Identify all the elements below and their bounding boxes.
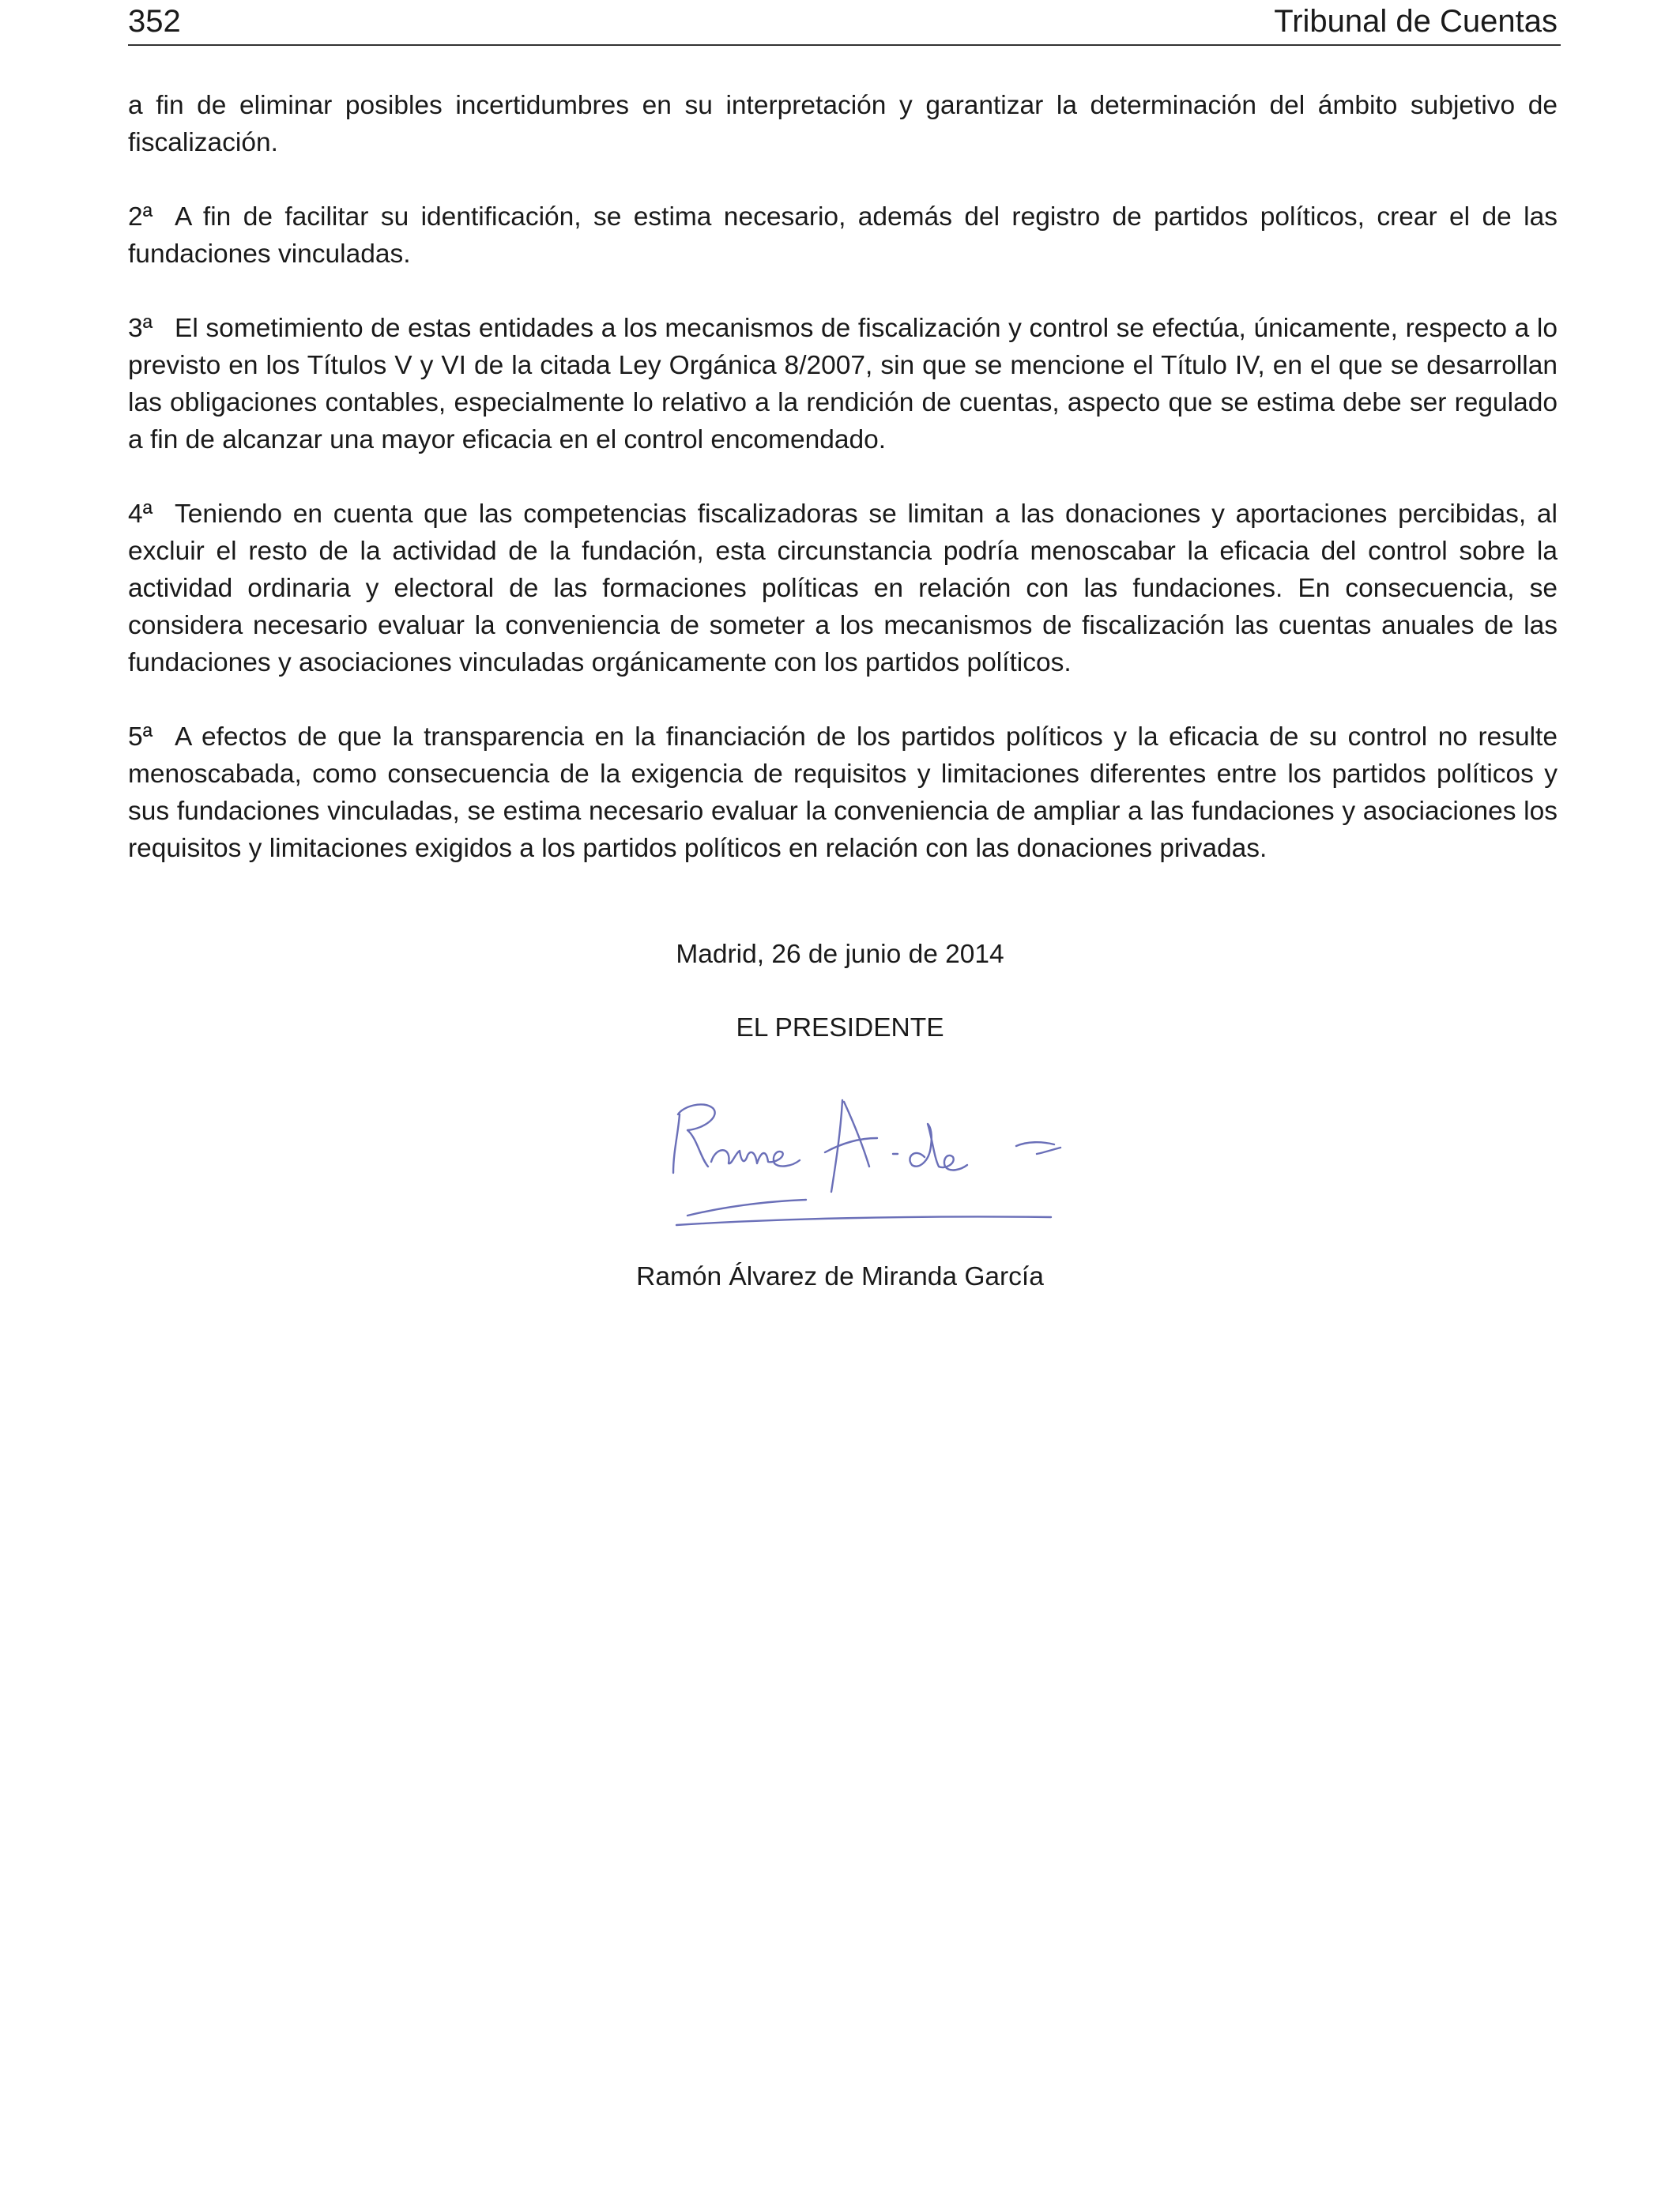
paragraph-item-3 bbox=[128, 310, 1558, 458]
paragraph-continuation bbox=[128, 87, 1558, 161]
paragraph-number: 4ª bbox=[128, 499, 153, 529]
paragraph-text: a fin de eliminar posibles incertidumbres en su interpretación y garantizar la determinación del ámbito subjetivo de fiscalización. bbox=[128, 91, 1558, 157]
paragraph-number: 3ª bbox=[128, 314, 153, 343]
paragraph-text: A efectos de que la transparencia en la financiación de los partidos políticos y la eficacia de su control no resulte menoscabada, como consecuencia de la exigencia de requisitos y limitaciones diferentes entre los partidos políticos y sus fundaciones vinculadas, se estima necesario evaluar la conveniencia de ampliar a las fundaciones y asociaciones los requisitos y limitaciones exigidos a los partidos políticos en relación con las donaciones privadas. bbox=[128, 722, 1558, 863]
paragraph-item-2 bbox=[128, 198, 1558, 273]
paragraph-number: 5ª bbox=[128, 722, 153, 752]
paragraph-text: A fin de facilitar su identificación, se estima necesario, además del registro de partidos políticos, crear el de las fundaciones vinculadas. bbox=[128, 202, 1558, 269]
signer-name: Ramón Álvarez de Miranda García bbox=[636, 1262, 1044, 1291]
place-and-date: Madrid, 26 de junio de 2014 bbox=[676, 940, 1004, 969]
paragraph-number: 2ª bbox=[128, 202, 153, 232]
signer-office: EL PRESIDENTE bbox=[736, 1013, 944, 1042]
running-title: Tribunal de Cuentas bbox=[1274, 4, 1558, 39]
body-text bbox=[128, 87, 1558, 904]
running-header bbox=[128, 0, 1561, 46]
paragraph-text: El sometimiento de estas entidades a los mecanismos de fiscalización y control se efectúa, únicamente, respecto a lo previsto en los Títulos V y VI de la citada Ley Orgánica 8/2007, sin que se mencione el Título IV, en el que se desarrollan las obligaciones contables, especialmente lo relativo a la rendición de cuentas, aspecto que se estima debe ser regulado a fin de alcanzar una mayor eficacia en el control encomendado. bbox=[128, 314, 1558, 454]
paragraph-item-4 bbox=[128, 496, 1558, 681]
handwritten-signature bbox=[656, 1091, 1067, 1241]
paragraph-item-5 bbox=[128, 718, 1558, 867]
paragraph-text: Teniendo en cuenta que las competencias fiscalizadoras se limitan a las donaciones y aportaciones percibidas, al excluir el resto de la actividad de la fundación, esta circunstancia podría menoscabar la eficacia del control sobre la actividad ordinaria y electoral de las formaciones políticas en relación con las fundaciones. En consecuencia, se considera necesario evaluar la conveniencia de someter a los mecanismos de fiscalización las cuentas anuales de las fundaciones y asociaciones vinculadas orgánicamente con los partidos políticos. bbox=[128, 499, 1558, 677]
page-number: 352 bbox=[128, 4, 181, 39]
